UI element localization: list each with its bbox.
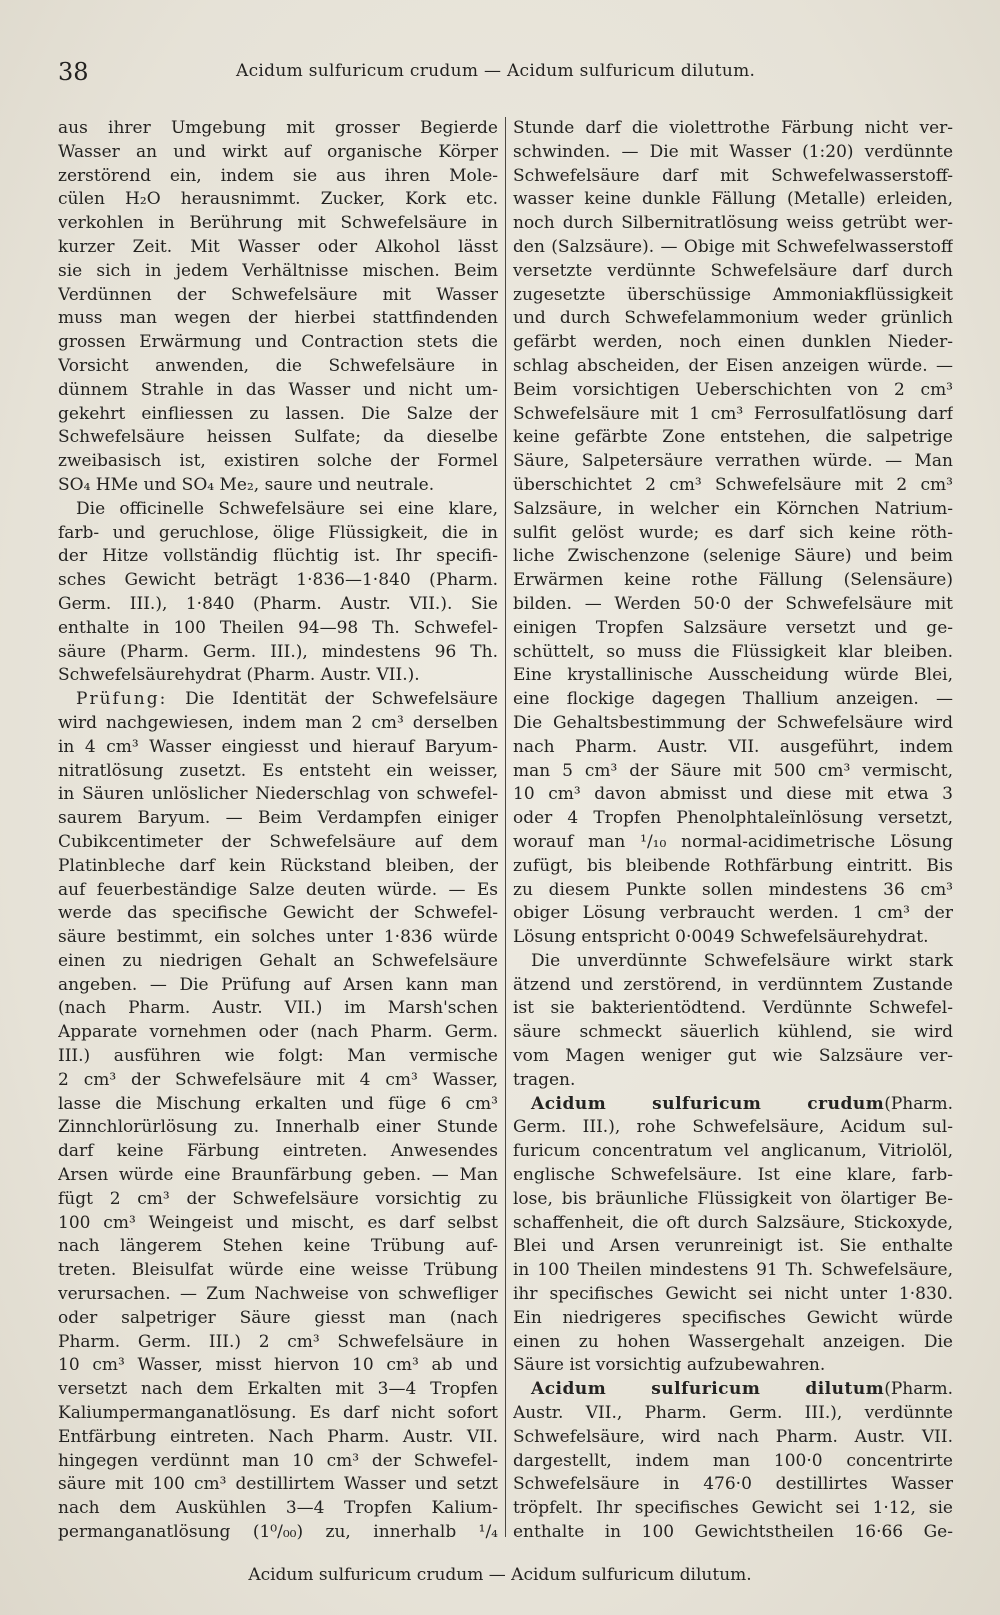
text-line: SO₄ HMe und SO₄ Me₂, saure und neutrale. xyxy=(58,474,435,495)
text-line: zugesetzte überschüssige Ammoniakflüssigkeit xyxy=(513,284,953,305)
text-line: Blei und Arsen verunreinigt ist. Sie enthalte xyxy=(513,1236,953,1257)
text-line: säure mit 100 cm³ destillirtem Wasser und setzt xyxy=(58,1474,498,1495)
text-line: farb- und geruchlose, ölige Flüssigkeit, die in xyxy=(58,522,498,543)
text-run: (Pharm. xyxy=(884,1379,953,1400)
text-line: Apparate vornehmen oder (nach Pharm. Germ. xyxy=(58,1022,498,1043)
text-line: einen zu hohen Wassergehalt anzeigen. Die xyxy=(513,1331,953,1352)
text-line: Schwefelsäure mit 1 cm³ Ferrosulfatlösung darf xyxy=(513,403,953,424)
text-line: in 100 Theilen mindestens 91 Th. Schwefelsäure, xyxy=(513,1260,953,1281)
text-line: muss man wegen der hierbei stattfindenden xyxy=(58,308,498,329)
text-line: Arsen würde eine Braunfärbung geben. — Man xyxy=(58,1165,498,1186)
text-line: Wasser an und wirkt auf organische Körper xyxy=(58,141,498,162)
text-line: 2 cm³ der Schwefelsäure mit 4 cm³ Wasser, xyxy=(58,1069,498,1090)
text-line: schwinden. — Die mit Wasser (1:20) verdünnte xyxy=(513,141,953,162)
text-line: englische Schwefelsäure. Ist eine klare, farb- xyxy=(513,1165,953,1186)
text-line: Germ. III.), rohe Schwefelsäure, Acidum sul- xyxy=(513,1117,953,1138)
text-line: werde das specifische Gewicht der Schwefel- xyxy=(58,903,498,924)
text-line: Schwefelsäure heissen Sulfate; da dieselbe xyxy=(58,427,498,448)
text-line: dargestellt, indem man 100·0 concentrirte xyxy=(513,1450,953,1471)
text-line: gekehrt einfliessen zu lassen. Die Salze der xyxy=(58,403,498,424)
text-line: Kaliumpermanganatlösung. Es darf nicht sofort xyxy=(58,1403,498,1424)
text-line: Lösung entspricht 0·0049 Schwefelsäurehydrat. xyxy=(513,927,929,948)
text-line: schaffenheit, die oft durch Salzsäure, Stickoxyde, xyxy=(513,1212,953,1233)
heading-acidum-sulfuricum-crudum: Acidum sulfuricum crudum xyxy=(531,1093,885,1114)
text-line: kurzer Zeit. Mit Wasser oder Alkohol lässt xyxy=(58,236,498,257)
text-line: ihr specifisches Gewicht sei nicht unter 1·830. xyxy=(513,1284,953,1305)
text-line: nach Pharm. Austr. VII. ausgeführt, indem xyxy=(513,736,953,757)
text-line: einigen Tropfen Salzsäure versetzt und ge- xyxy=(513,617,953,638)
text-line: permanganatlösung (1⁰/₀₀) zu, innerhalb ¹/₄ xyxy=(58,1522,498,1543)
text-columns xyxy=(58,117,956,1554)
text-line: eine flockige dagegen Thallium anzeigen. — xyxy=(513,689,953,710)
header-title: Acidum sulfuricum crudum — Acidum sulfuricum dilutum. xyxy=(236,61,756,81)
column-divider xyxy=(505,117,506,1537)
text-line: saurem Baryum. — Beim Verdampfen einiger xyxy=(58,808,498,829)
text-line: oder salpetriger Säure giesst man (nach xyxy=(58,1307,498,1328)
pruefung-heading: Prüfung: xyxy=(76,689,168,710)
text-line: treten. Bleisulfat würde eine weisse Trübung xyxy=(58,1260,498,1281)
text-line: Ein niedrigeres specifisches Gewicht würde xyxy=(513,1307,953,1328)
text-line: III.) ausführen wie folgt: Man vermische xyxy=(58,1046,498,1067)
text-line: Pharm. Germ. III.) 2 cm³ Schwefelsäure in xyxy=(58,1331,498,1352)
text-line: obiger Lösung verbraucht werden. 1 cm³ der xyxy=(513,903,953,924)
text-line: säure (Pharm. Germ. III.), mindestens 96 Th. xyxy=(58,641,498,662)
text-line: liche Zwischenzone (selenige Säure) und beim xyxy=(513,546,953,567)
text-line: zweibasisch ist, existiren solche der Formel xyxy=(58,451,498,472)
text-line: sulfit gelöst wurde; es darf sich keine röth- xyxy=(513,522,953,543)
text-line: ist sie bakterientödtend. Verdünnte Schwefel- xyxy=(513,998,953,1019)
text-line: Germ. III.), 1·840 (Pharm. Austr. VII.). Sie xyxy=(58,593,498,614)
text-line: Cubikcentimeter der Schwefelsäure auf dem xyxy=(58,831,498,852)
text-line: Entfärbung eintreten. Nach Pharm. Austr. VII. xyxy=(58,1426,498,1447)
text-line: man 5 cm³ der Säure mit 500 cm³ vermischt, xyxy=(513,760,953,781)
text-line: Schwefelsäure in 476·0 destillirtes Wasser xyxy=(513,1474,953,1495)
text-line: keine gefärbte Zone entstehen, die salpetrige xyxy=(513,427,953,448)
text-line: fügt 2 cm³ der Schwefelsäure vorsichtig zu xyxy=(58,1188,498,1209)
text-line xyxy=(58,688,498,712)
text-line: sches Gewicht beträgt 1·836—1·840 (Pharm. xyxy=(58,570,498,591)
text-line: Die officinelle Schwefelsäure sei eine klare, xyxy=(76,498,498,519)
text-run: Die Identität der Schwefelsäure xyxy=(185,689,498,710)
text-line: zufügt, bis bleibende Rothfärbung eintritt. Bis xyxy=(513,855,953,876)
text-line: und durch Schwefelammonium weder grünlich xyxy=(513,308,953,329)
text-line: Zinnchlorürlösung zu. Innerhalb einer Stunde xyxy=(58,1117,498,1138)
text-line: verkohlen in Berührung mit Schwefelsäure in xyxy=(58,213,498,234)
text-line: (nach Pharm. Austr. VII.) im Marsh'schen xyxy=(58,998,498,1019)
text-line: tragen. xyxy=(513,1069,576,1090)
text-line: gefärbt werden, noch einen dunklen Nieder- xyxy=(513,332,953,353)
text-line: dünnem Strahle in das Wasser und nicht um- xyxy=(58,379,498,400)
text-line: der Hitze vollständig flüchtig ist. Ihr specifi- xyxy=(58,546,498,567)
text-line: in 4 cm³ Wasser eingiesst und hierauf Baryum- xyxy=(58,736,498,757)
text-line: Salzsäure, in welcher ein Körnchen Natrium- xyxy=(513,498,953,519)
running-head xyxy=(58,58,940,88)
text-line: bilden. — Werden 50·0 der Schwefelsäure mit xyxy=(513,593,953,614)
text-line: hingegen verdünnt man 10 cm³ der Schwefel- xyxy=(58,1450,498,1471)
text-line: Eine krystallinische Ausscheidung würde Blei, xyxy=(513,665,953,686)
text-line: oder 4 Tropfen Phenolphtaleïnlösung versetzt, xyxy=(513,808,953,829)
text-line: Verdünnen der Schwefelsäure mit Wasser xyxy=(58,284,498,305)
text-line: säure bestimmt, ein solches unter 1·836 würde xyxy=(58,927,498,948)
text-run: (Pharm. xyxy=(884,1093,953,1114)
text-line: sie sich in jedem Verhältnisse mischen. Beim xyxy=(58,260,498,281)
text-line: Erwärmen keine rothe Fällung (Selensäure) xyxy=(513,570,953,591)
text-line: auf feuerbeständige Salze deuten würde. — Es xyxy=(58,879,498,900)
text-line: furicum concentratum vel anglicanum, Vitriolöl, xyxy=(513,1141,953,1162)
text-line: säure schmeckt säuerlich kühlend, sie wird xyxy=(513,1022,953,1043)
text-line: cülen H₂O herausnimmt. Zucker, Kork etc. xyxy=(58,189,498,210)
text-line: angeben. — Die Prüfung auf Arsen kann man xyxy=(58,974,498,995)
text-line: Schwefelsäure darf mit Schwefelwasserstoff- xyxy=(513,165,953,186)
text-line: Stunde darf die violettrothe Färbung nicht ver- xyxy=(513,118,953,138)
text-line: in Säuren unlöslicher Niederschlag von schwefel- xyxy=(58,784,498,805)
text-line: Schwefelsäure, wird nach Pharm. Austr. VII. xyxy=(513,1426,953,1447)
text-line: Austr. VII., Pharm. Germ. III.), verdünnte xyxy=(513,1403,953,1424)
text-line: zu diesem Punkte sollen mindestens 36 cm³ xyxy=(513,879,953,900)
heading-acidum-sulfuricum-dilutum: Acidum sulfuricum dilutum xyxy=(531,1379,885,1400)
text-line: wird nachgewiesen, indem man 2 cm³ derselben xyxy=(58,712,498,733)
text-line: enthalte in 100 Theilen 94—98 Th. Schwefel- xyxy=(58,617,498,638)
text-line: wasser keine dunkle Fällung (Metalle) erleiden, xyxy=(513,189,953,210)
text-line: schlag abscheiden, der Eisen anzeigen würde. — xyxy=(513,355,953,376)
text-line: nitratlösung zusetzt. Es entsteht ein weisser, xyxy=(58,760,498,781)
text-line: Die Gehaltsbestimmung der Schwefelsäure wird xyxy=(513,712,953,733)
text-line: nach dem Auskühlen 3—4 Tropfen Kalium- xyxy=(58,1498,498,1519)
text-line: Platinbleche darf kein Rückstand bleiben, der xyxy=(58,855,498,876)
text-line: Vorsicht anwenden, die Schwefelsäure in xyxy=(58,355,498,376)
text-line: grossen Erwärmung und Contraction stets die xyxy=(58,332,498,353)
text-line: aus ihrer Umgebung mit grosser Begierde xyxy=(58,118,498,138)
text-line: lose, bis bräunliche Flüssigkeit von ölartiger Be- xyxy=(513,1188,953,1209)
text-line: Säure ist vorsichtig aufzubewahren. xyxy=(513,1355,826,1376)
text-line: 10 cm³ Wasser, misst hiervon 10 cm³ ab und xyxy=(58,1355,498,1376)
text-line: enthalte in 100 Gewichtstheilen 16·66 Ge- xyxy=(513,1522,953,1543)
text-line: Beim vorsichtigen Ueberschichten von 2 cm³ xyxy=(513,379,953,400)
text-line: einen zu niedrigen Gehalt an Schwefelsäure xyxy=(58,950,498,971)
text-line: Säure, Salpetersäure verrathen würde. — Man xyxy=(513,451,953,472)
text-line: 100 cm³ Weingeist und mischt, es darf selbst xyxy=(58,1212,498,1233)
left-column xyxy=(58,117,498,1554)
text-line: Schwefelsäurehydrat (Pharm. Austr. VII.). xyxy=(58,665,420,686)
text-line: vom Magen weniger gut wie Salzsäure ver- xyxy=(513,1046,953,1067)
text-line: versetzt nach dem Erkalten mit 3—4 Tropfen xyxy=(58,1379,498,1400)
text-line: ätzend und zerstörend, in verdünntem Zustande xyxy=(513,974,953,995)
text-line: noch durch Silbernitratlösung weiss getrübt wer- xyxy=(513,213,953,234)
text-line: Die unverdünnte Schwefelsäure wirkt stark xyxy=(531,950,953,971)
page-number: 38 xyxy=(58,58,89,86)
text-line: nach längerem Stehen keine Trübung auf- xyxy=(58,1236,498,1257)
page-footer: Acidum sulfuricum crudum — Acidum sulfuricum dilutum. xyxy=(248,1565,752,1585)
text-line: darf keine Färbung eintreten. Anwesendes xyxy=(58,1141,498,1162)
text-line xyxy=(513,1378,953,1402)
right-column xyxy=(513,117,953,1554)
text-line: lasse die Mischung erkalten und füge 6 cm³ xyxy=(58,1093,498,1114)
text-line: schüttelt, so muss die Flüssigkeit klar bleiben. xyxy=(513,641,953,662)
text-line: überschichtet 2 cm³ Schwefelsäure mit 2 cm³ xyxy=(513,474,953,495)
text-line: 10 cm³ davon abmisst und diese mit etwa 3 xyxy=(513,784,953,805)
text-line xyxy=(513,1093,953,1117)
text-line: den (Salzsäure). — Obige mit Schwefelwasserstoff xyxy=(513,236,953,257)
text-line: worauf man ¹/₁₀ normal-acidimetrische Lösung xyxy=(513,831,953,852)
text-line: versetzte verdünnte Schwefelsäure darf durch xyxy=(513,260,953,281)
text-line: verursachen. — Zum Nachweise von schwefliger xyxy=(58,1284,498,1305)
text-line: zerstörend ein, indem sie aus ihren Mole- xyxy=(58,165,498,186)
text-line: tröpfelt. Ihr specifisches Gewicht sei 1·12, sie xyxy=(513,1498,953,1519)
